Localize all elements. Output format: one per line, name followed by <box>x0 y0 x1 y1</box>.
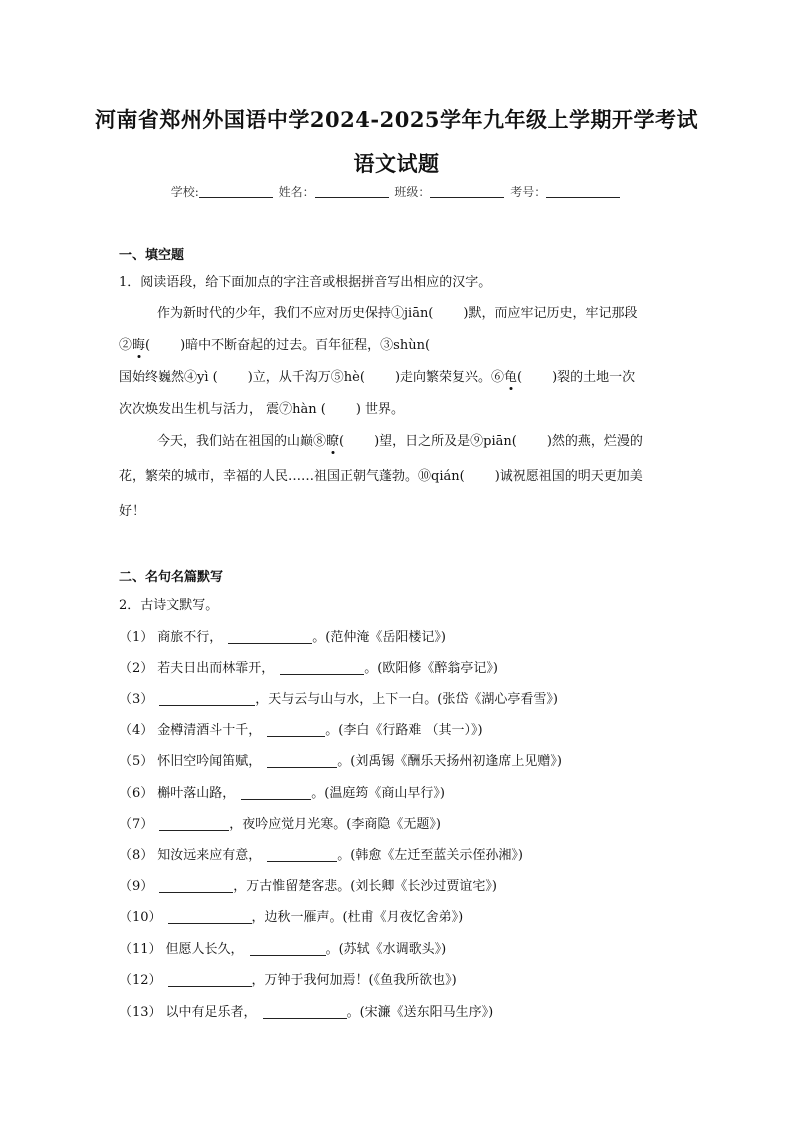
answer-blank[interactable] <box>263 1005 347 1019</box>
exam-number-label: 考号： <box>510 185 547 199</box>
section-heading-fill-blank: 一、填空题 <box>119 248 185 263</box>
passage-text: )然的燕，烂漫的 <box>546 434 643 449</box>
question-1-prompt: 1．阅读语段，给下面加点的字注音或根据拼音写出相应的汉字。 <box>119 275 492 290</box>
dotted-character: 瞭 <box>326 434 340 449</box>
item-number: （10） <box>119 910 162 925</box>
passage-text: )诚祝愿祖国的明天更加美 <box>494 469 643 484</box>
verse-source: ，万古惟留楚客悲。(刘长卿《长沙过贾谊宅》) <box>233 879 497 894</box>
recitation-item <box>119 1001 493 1020</box>
verse-source: 。(韩愈《左迁至蓝关示侄孙湘》) <box>337 848 523 863</box>
class-blank[interactable] <box>430 185 504 198</box>
passage-text: ( <box>339 434 345 449</box>
verse-source: ，万钟于我何加焉！(《鱼我所欲也》) <box>251 973 457 988</box>
given-verse: 怀旧空吟闻笛赋， <box>157 754 262 769</box>
passage-line <box>119 500 675 519</box>
given-verse: 以中有足乐者， <box>165 1005 257 1020</box>
answer-blank[interactable] <box>168 910 252 924</box>
recitation-item <box>119 875 497 894</box>
passage-text: ( <box>517 370 523 385</box>
passage-text: 作为新时代的少年，我们不应对历史保持①jiān( <box>157 306 434 321</box>
answer-blank[interactable] <box>241 786 311 800</box>
passage-line <box>119 465 675 484</box>
recitation-item <box>119 719 483 738</box>
recitation-item <box>119 969 457 988</box>
item-number: （11） <box>119 942 162 957</box>
item-number: （6） <box>119 786 154 801</box>
passage-text: )立，从千沟万⑤hè( <box>247 370 365 385</box>
passage-text: 好！ <box>119 504 146 519</box>
answer-blank[interactable] <box>280 661 364 675</box>
exam-number-blank[interactable] <box>546 185 620 198</box>
item-number: （4） <box>119 723 154 738</box>
answer-blank[interactable] <box>267 848 337 862</box>
exam-title-line1: 河南省郑州外国语中学2024-2025学年九年级上学期开学考试 <box>94 107 699 132</box>
school-label: 学校: <box>170 185 199 199</box>
item-number: （8） <box>119 848 154 863</box>
recitation-item <box>119 844 523 863</box>
dotted-character: 龟 <box>504 370 518 385</box>
item-number: （12） <box>119 973 162 988</box>
answer-blank[interactable] <box>267 723 325 737</box>
passage-text: 花，繁荣的城市，幸福的人民……祖国正朝气蓬勃。⑩qián( <box>119 469 465 484</box>
recitation-item <box>119 906 463 925</box>
answer-blank[interactable] <box>159 692 255 706</box>
passage-text: )望，日之所及是⑨piān( <box>374 434 517 449</box>
item-number: （2） <box>119 661 154 676</box>
answer-blank[interactable] <box>168 973 252 987</box>
item-number: （9） <box>119 879 154 894</box>
passage-text: )默，而应牢记历史，牢记那段 <box>463 306 638 321</box>
recitation-item <box>119 813 441 832</box>
answer-blank[interactable] <box>159 879 233 893</box>
exam-title-line2: 语文试题 <box>353 151 440 176</box>
passage-text: ② <box>119 338 133 353</box>
given-verse: 槲叶落山路， <box>157 786 236 801</box>
passage-line <box>157 430 713 449</box>
recitation-item <box>119 626 446 645</box>
given-verse: 知汝远来应有意， <box>157 848 262 863</box>
answer-blank[interactable] <box>267 754 337 768</box>
item-number: （7） <box>119 817 154 832</box>
name-label: 姓名： <box>278 185 315 199</box>
item-number: （5） <box>119 754 154 769</box>
passage-text: )裂的土地一次 <box>552 370 636 385</box>
recitation-item <box>119 657 498 676</box>
passage-line <box>119 366 675 385</box>
given-verse: 金樽清酒斗十千， <box>157 723 262 738</box>
passage-text: ( <box>145 338 151 353</box>
section-heading-recitation: 二、名句名篇默写 <box>119 570 224 585</box>
recitation-item <box>119 782 445 801</box>
verse-source: ，边秋一雁声。(杜甫《月夜忆舍弟》) <box>251 910 464 925</box>
passage-text: ) 世界。 <box>355 402 405 417</box>
passage-text: 国始终巍然④yì ( <box>119 370 218 385</box>
passage-text: 今天，我们站在祖国的山巅⑧ <box>157 434 327 449</box>
recitation-item <box>119 688 558 707</box>
question-2-prompt: 2．古诗文默写。 <box>119 598 219 613</box>
verse-source: ，夜吟应觉月光寒。(李商隐《无题》) <box>229 817 441 832</box>
verse-source: ，天与云与山与水，上下一白。(张岱《湖心亭看雪》) <box>255 692 558 707</box>
recitation-item <box>119 938 446 957</box>
verse-source: 。(宋濂《送东阳马生序》) <box>346 1005 494 1020</box>
answer-blank[interactable] <box>228 630 312 644</box>
given-verse: 若夫日出而林霏开， <box>157 661 275 676</box>
item-number: （3） <box>119 692 154 707</box>
verse-source: 。(温庭筠《商山早行》) <box>311 786 445 801</box>
dotted-character: 晦 <box>132 338 146 353</box>
verse-source: 。(李白《行路难 （其一）》) <box>325 723 483 738</box>
passage-text: )走向繁荣复兴。⑥ <box>394 370 505 385</box>
answer-blank[interactable] <box>250 942 326 956</box>
passage-line <box>119 334 675 353</box>
item-number: （13） <box>119 1005 162 1020</box>
name-blank[interactable] <box>315 185 389 198</box>
student-info-row <box>0 183 793 200</box>
passage-text: 次次焕发出生机与活力， 震⑦hàn ( <box>119 402 326 417</box>
given-verse: 但愿人长久， <box>165 942 244 957</box>
verse-source: 。(苏轼《水调歌头》) <box>325 942 447 957</box>
passage-line <box>157 302 713 321</box>
recitation-item <box>119 750 562 769</box>
class-label: 班级： <box>394 185 431 199</box>
verse-source: 。(欧阳修《醉翁亭记》) <box>364 661 498 676</box>
item-number: （1） <box>119 630 154 645</box>
passage-text: )暗中不断奋起的过去。百年征程，③shùn( <box>180 338 431 353</box>
answer-blank[interactable] <box>159 817 229 831</box>
passage-line <box>119 398 675 417</box>
verse-source: 。(刘禹锡《酬乐天扬州初逢席上见赠》) <box>337 754 562 769</box>
school-blank[interactable] <box>199 185 273 198</box>
given-verse: 商旅不行， <box>157 630 223 645</box>
verse-source: 。(范仲淹《岳阳楼记》) <box>312 630 446 645</box>
